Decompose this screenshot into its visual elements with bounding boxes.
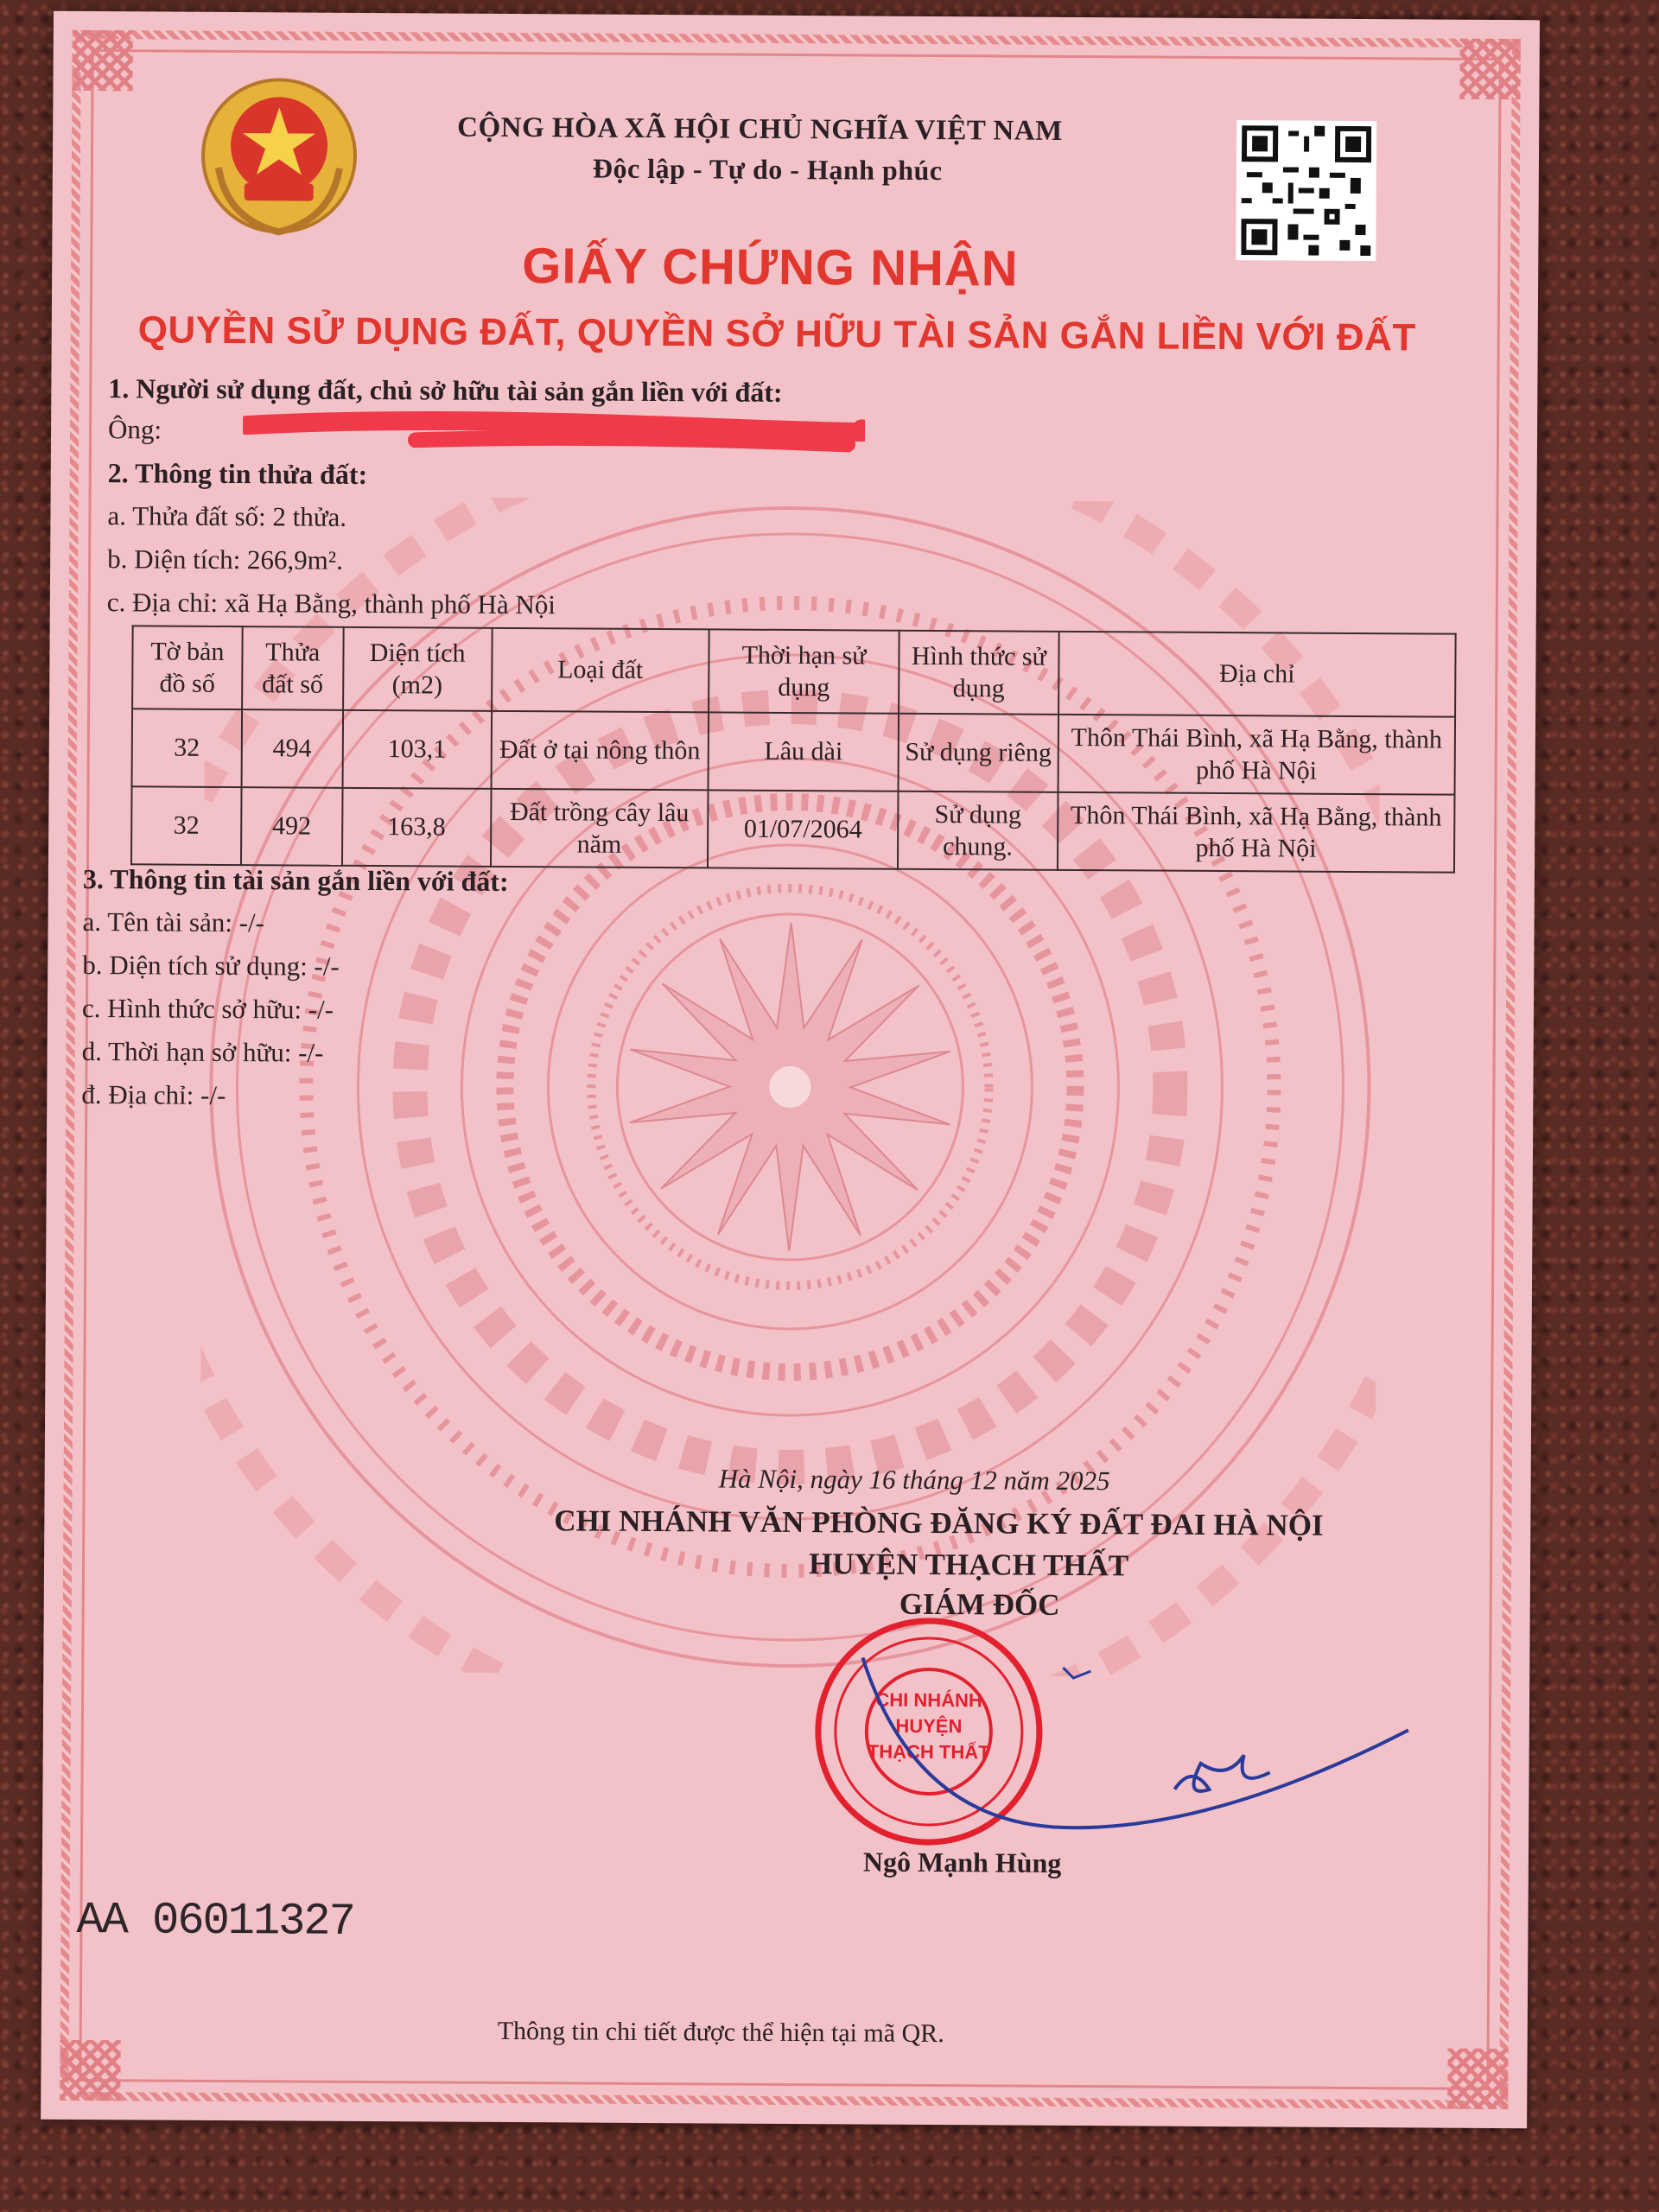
national-emblem (192, 73, 365, 246)
asset-ownership-form: c. Hình thức sở hữu: -/- (81, 992, 334, 1025)
corner-ornament (72, 30, 132, 91)
table-cell: Thôn Thái Bình, xã Hạ Bằng, thành phố Hà Nội (1058, 715, 1455, 795)
column-header: Tờ bản đồ số (132, 626, 242, 709)
column-header: Loại đất (492, 628, 709, 713)
section2-heading: 2. Thông tin thửa đất: (107, 457, 368, 490)
qr-code[interactable] (1236, 120, 1376, 261)
table-cell: Sử dụng riêng (899, 714, 1058, 792)
asset-area: b. Diện tích sử dụng: -/- (82, 949, 340, 982)
column-header: Diện tích (m2) (343, 627, 492, 711)
certificate-subtitle: QUYỀN SỬ DỤNG ĐẤT, QUYỀN SỞ HỮU TÀI SẢN GẮN LIỀN VỚI ĐẤT (137, 308, 1416, 359)
owner-prefix: Ông: (107, 414, 162, 445)
asset-name: a. Tên tài sản: -/- (82, 906, 265, 938)
issuing-office-line2: HUYỆN THẠCH THẤT (808, 1547, 1129, 1583)
issuing-office-line1: CHI NHÁNH VĂN PHÒNG ĐĂNG KÝ ĐẤT ĐAI HÀ NỘI (554, 1503, 1324, 1542)
parcel-area: b. Diện tích: 266,9m². (107, 543, 344, 575)
issue-date-line: Hà Nội, ngày 16 tháng 12 năm 2025 (718, 1463, 1110, 1497)
corner-ornament (1447, 2049, 1508, 2109)
signer-name: Ngô Mạnh Hùng (862, 1846, 1062, 1878)
table-cell: 494 (241, 709, 342, 788)
handwritten-signature (846, 1649, 1452, 1859)
column-header: Thửa đất số (242, 626, 343, 710)
national-motto: Độc lập - Tự do - Hạnh phúc (592, 152, 943, 187)
seal-line: HUYỆN (895, 1714, 963, 1738)
table-header-row (132, 626, 1456, 716)
table-cell: Đất ở tại nông thôn (491, 711, 709, 791)
table-cell: Thôn Thái Bình, xã Hạ Bằng, thành phố Hà Nội (1058, 792, 1455, 873)
corner-ornament (1459, 39, 1520, 99)
section3-heading: 3. Thông tin tài sản gắn liền với đất: (82, 862, 509, 897)
table-row (132, 709, 1456, 794)
table-cell: Lâu dài (709, 712, 899, 791)
asset-address: đ. Địa chỉ: -/- (81, 1078, 226, 1110)
land-parcel-table (130, 625, 1457, 873)
table-cell: 492 (241, 787, 342, 866)
column-header: Thời hạn sử dụng (709, 629, 899, 713)
column-header: Địa chỉ (1058, 632, 1456, 717)
column-header: Hình thức sử dụng (899, 631, 1058, 715)
table-cell: Sử dụng chung. (898, 791, 1058, 870)
table-cell: 01/07/2064 (708, 790, 898, 868)
qr-code-icon (1241, 125, 1371, 256)
owner-redaction-mark (243, 406, 865, 453)
footer-note: Thông tin chi tiết được thể hiện tại mã QR. (497, 2016, 944, 2049)
parcel-address: c. Địa chỉ: xã Hạ Bằng, thành phố Hà Nội (106, 587, 556, 620)
parcel-count: a. Thửa đất số: 2 thửa. (107, 500, 347, 532)
signer-role: GIÁM ĐỐC (899, 1586, 1060, 1622)
national-title-line1: CỘNG HÒA XÃ HỘI CHỦ NGHĨA VIỆT NAM (457, 111, 1063, 147)
serial-number: AA 06011327 (76, 1894, 354, 1948)
table-cell: Đất trồng cây lâu năm (491, 789, 709, 868)
certificate-paper (41, 11, 1540, 2128)
table-cell: 32 (131, 786, 241, 865)
corner-ornament (60, 2040, 120, 2101)
section1-heading: 1. Người sử dụng đất, chủ sở hữu tài sản gắn liền với đất: (108, 372, 783, 408)
certificate-title: GIẤY CHỨNG NHẬN (522, 238, 1019, 297)
table-cell: 32 (132, 709, 242, 787)
table-cell: 163,8 (342, 788, 491, 867)
asset-ownership-term: d. Thời hạn sở hữu: -/- (81, 1035, 324, 1068)
table-cell: 103,1 (342, 710, 491, 789)
seal-line: CHI NHÁNH (875, 1688, 982, 1712)
seal-line: THẠCH THẤT (867, 1740, 990, 1764)
table-row (131, 786, 1455, 872)
